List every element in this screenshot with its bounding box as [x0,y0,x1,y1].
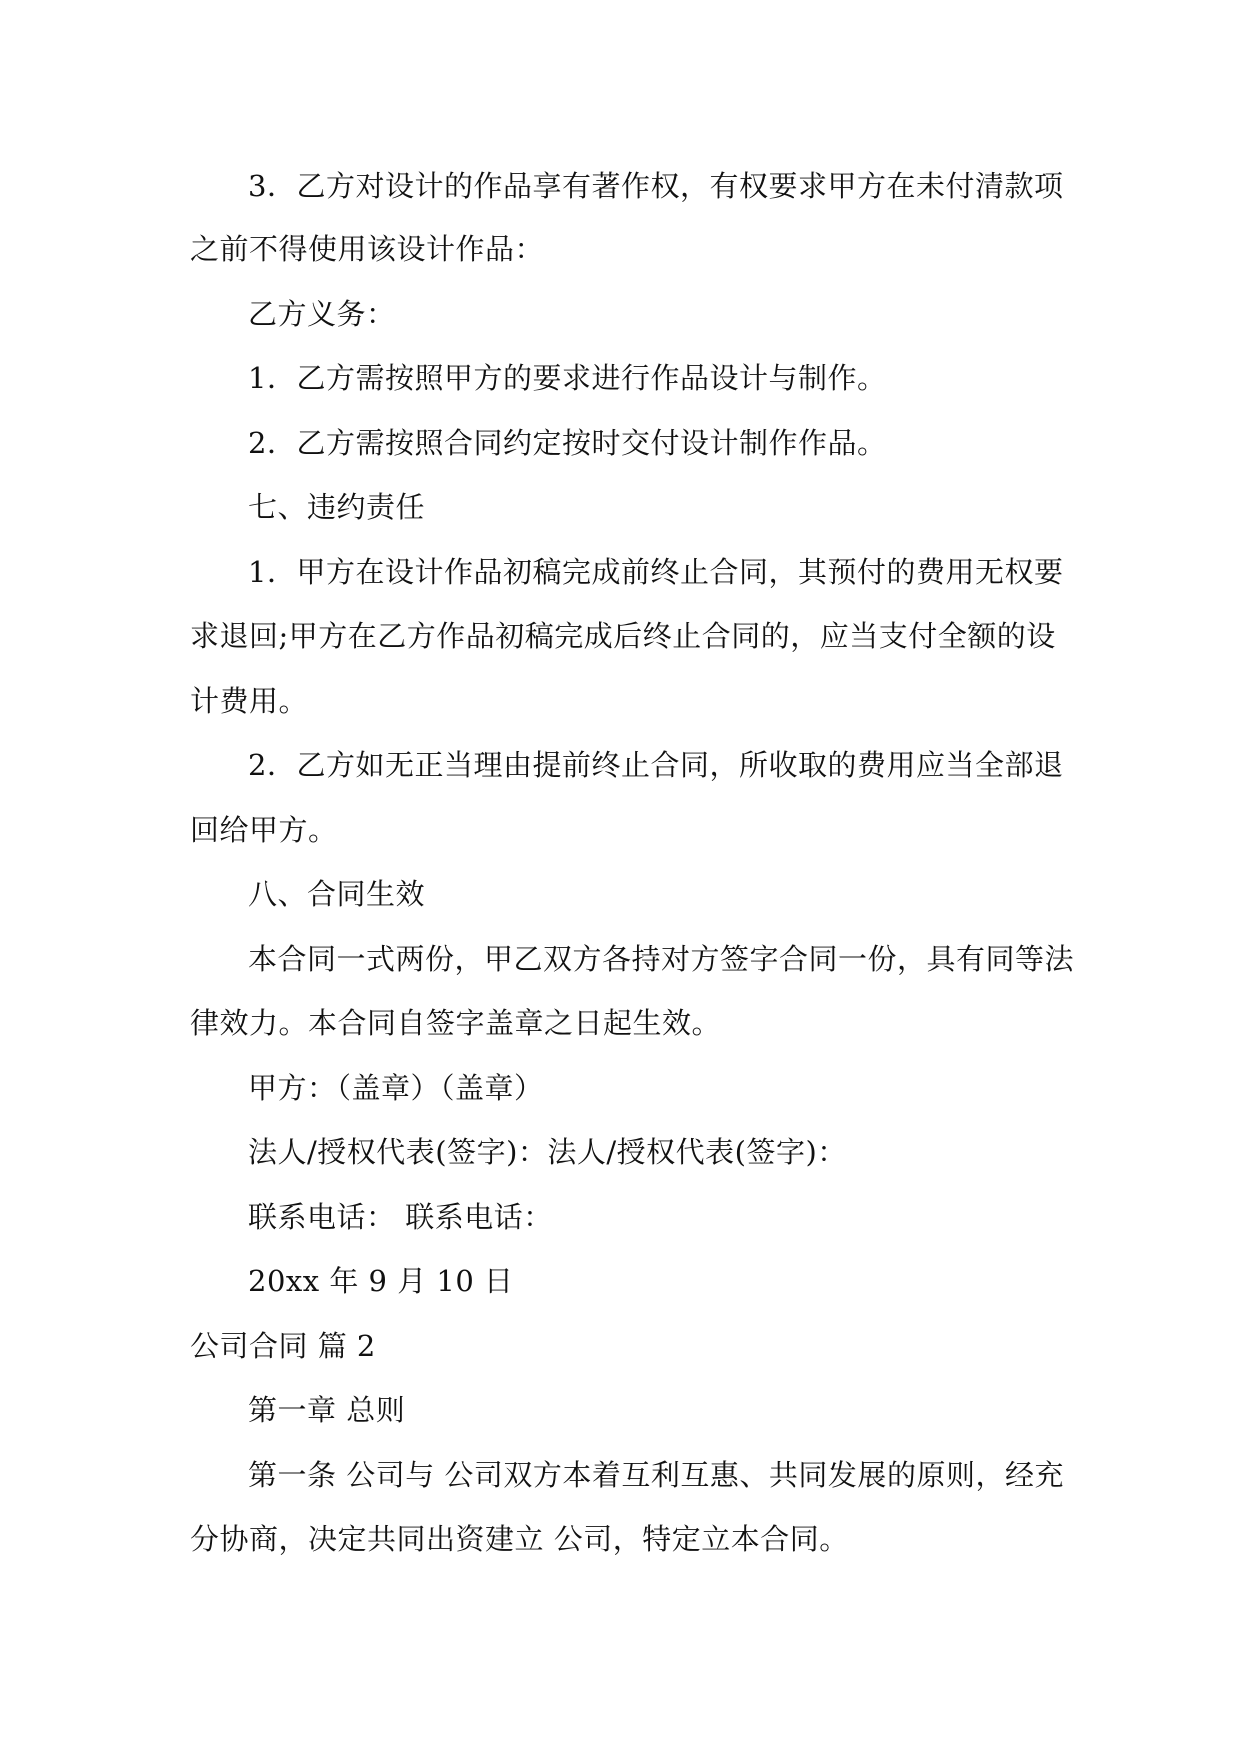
paragraph-line: 回给甲方。 [190,813,338,847]
section-heading: 七、违约责任 [248,490,426,524]
paragraph-line: 计费用。 [190,684,309,718]
paragraph-line: 1．甲方在设计作品初稿完成前终止合同，其预付的费用无权要 [248,555,1064,589]
document-title: 公司合同 篇 2 [190,1329,376,1363]
signature-line: 甲方：（盖章）（盖章） [248,1071,544,1105]
contact-line: 联系电话： 联系电话： [248,1200,553,1234]
paragraph-line: 之前不得使用该设计作品： [190,232,545,266]
chapter-heading: 第一章 总则 [248,1393,406,1427]
paragraph-line: 2．乙方如无正当理由提前终止合同，所收取的费用应当全部退 [248,748,1064,782]
paragraph-line: 乙方义务： [248,297,396,331]
paragraph-line: 1．乙方需按照甲方的要求进行作品设计与制作。 [248,361,887,395]
paragraph-line: 3．乙方对设计的作品享有著作权，有权要求甲方在未付清款项 [248,169,1064,203]
paragraph-line: 第一条 公司与 公司双方本着互利互惠、共同发展的原则，经充 [248,1458,1064,1492]
paragraph-line: 分协商，决定共同出资建立 公司，特定立本合同。 [190,1522,849,1556]
paragraph-line: 求退回;甲方在乙方作品初稿完成后终止合同的，应当支付全额的设 [190,619,1056,653]
paragraph-line: 2．乙方需按照合同约定按时交付设计制作作品。 [248,426,887,460]
signature-line: 法人/授权代表(签字)：法人/授权代表(签字)： [248,1135,847,1169]
date-line: 20xx 年 9 月 10 日 [248,1264,514,1298]
paragraph-line: 律效力。本合同自签字盖章之日起生效。 [190,1006,722,1040]
paragraph-line: 本合同一式两份，甲乙双方各持对方签字合同一份，具有同等法 [248,942,1075,976]
section-heading: 八、合同生效 [248,877,426,911]
